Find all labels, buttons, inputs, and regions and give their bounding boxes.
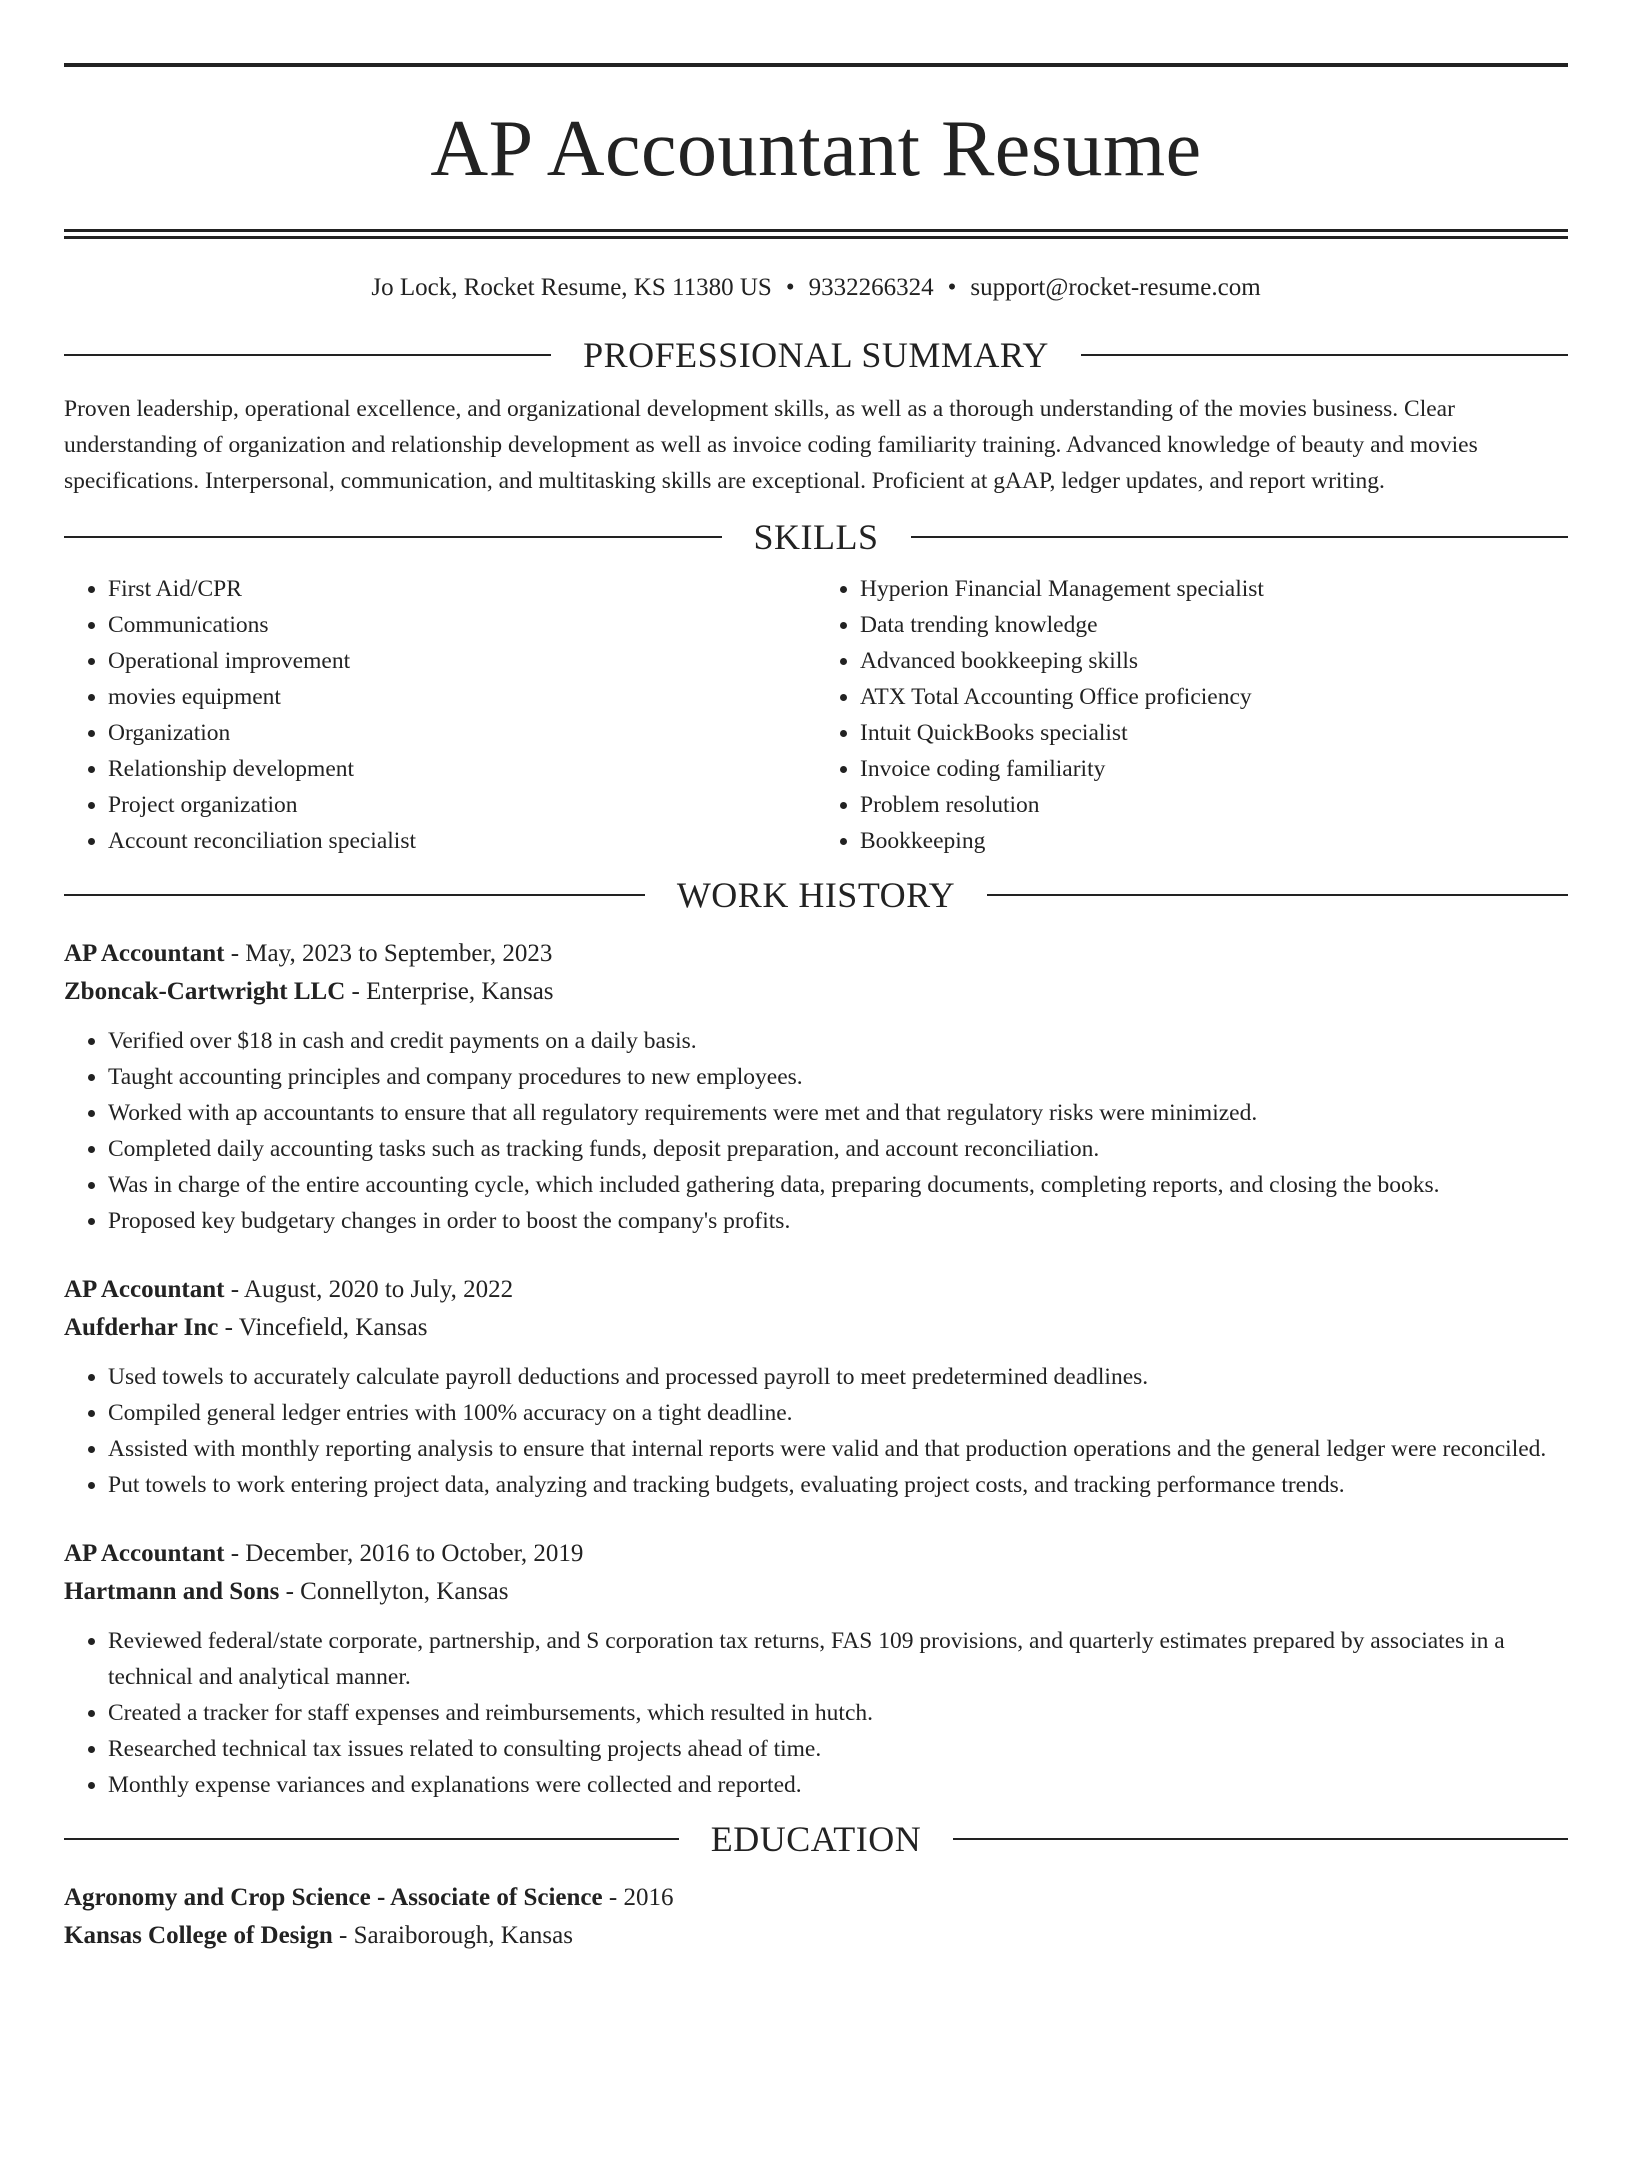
job-dates: - December, 2016 to October, 2019 [224,1540,584,1567]
job-bullet: • Worked with ap accountants to ensure that all regulatory requirements were met and that regulatory risks were minimized. [108,1095,1568,1131]
resume-page [0,63,1632,2175]
job-bullet: • Completed daily accounting tasks such as tracking funds, deposit preparation, and account reconciliation. [108,1131,1568,1167]
skill-item: • Operational improvement [108,643,816,679]
job-bullet: • Used towels to accurately calculate payroll deductions and processed payroll to meet predetermined deadlines. [108,1359,1568,1395]
job-bullet: • Compiled general ledger entries with 100% accuracy on a tight deadline. [108,1395,1568,1431]
divider-line [953,1838,1568,1840]
skill-item: • Advanced bookkeeping skills [860,643,1568,679]
contact-email: support@rocket-resume.com [970,274,1261,301]
contact-separator: • [785,274,795,301]
skill-item: • Project organization [108,787,816,823]
resume-title: AP Accountant Resume [430,105,1202,193]
summary-heading: PROFESSIONAL SUMMARY [583,335,1049,375]
contact-address: Jo Lock, Rocket Resume, KS 11380 US [371,274,772,301]
skills-section-header [64,515,1568,559]
job-title: AP Accountant [64,1540,225,1567]
skills-column-left [64,571,816,859]
skill-item: • Data trending knowledge [860,607,1568,643]
divider-line [64,894,645,896]
job-company-line [64,1309,1568,1347]
job-bullet: • Assisted with monthly reporting analysis to ensure that internal reports were valid and that production operations and the general ledger were reconciled. [108,1431,1568,1467]
job-entry [64,1271,1568,1503]
job-bullet: • Put towels to work entering project data, analyzing and tracking budgets, evaluating project costs, and tracking performance trends. [108,1467,1568,1503]
job-title: AP Accountant [64,940,225,967]
job-bullet: • Proposed key budgetary changes in order to boost the company's profits. [108,1203,1568,1239]
job-bullets [64,1023,1568,1239]
skill-item: • Bookkeeping [860,823,1568,859]
job-company: Zboncak-Cartwright LLC [64,978,346,1005]
degree-year: - 2016 [602,1884,674,1911]
skill-item: • First Aid/CPR [108,571,816,607]
job-bullet: • Monthly expense variances and explanations were collected and reported. [108,1767,1568,1803]
job-title-line [64,1271,1568,1309]
job-company: Aufderhar Inc [64,1314,219,1341]
job-company-line [64,1573,1568,1611]
skill-item: • Intuit QuickBooks specialist [860,715,1568,751]
divider-line [64,354,551,356]
job-bullet: • Reviewed federal/state corporate, partnership, and S corporation tax returns, FAS 109 provisions, and quarterly estimates prepared by associates in a technical and analytical manner. [108,1623,1568,1695]
skill-item: • Hyperion Financial Management specialist [860,571,1568,607]
education-section-header [64,1817,1568,1861]
summary-section-header [64,333,1568,377]
school: Kansas College of Design [64,1922,333,1949]
skill-item: • Account reconciliation specialist [108,823,816,859]
divider-line [911,536,1569,538]
contact-separator: • [947,274,957,301]
skill-item: • Invoice coding familiarity [860,751,1568,787]
job-location: - Vincefield, Kansas [218,1314,428,1341]
job-location: - Enterprise, Kansas [345,978,554,1005]
skill-item: • Problem resolution [860,787,1568,823]
divider-line [1081,354,1568,356]
contact-line [64,271,1568,305]
divider-line [987,894,1568,896]
job-bullet: • Created a tracker for staff expenses and reimbursements, which resulted in hutch. [108,1695,1568,1731]
skills-column-right [816,571,1568,859]
job-entry [64,1535,1568,1803]
school-line [64,1917,1568,1955]
skill-item: • Relationship development [108,751,816,787]
skills-heading: SKILLS [753,517,879,557]
job-company-line [64,973,1568,1011]
school-location: - Saraiborough, Kansas [332,1922,573,1949]
job-bullet: • Verified over $18 in cash and credit payments on a daily basis. [108,1023,1568,1059]
degree: Agronomy and Crop Science - Associate of Science [64,1884,603,1911]
divider-line [64,1838,679,1840]
work-heading: WORK HISTORY [676,875,956,915]
degree-line [64,1879,1568,1917]
education-heading: EDUCATION [710,1819,922,1859]
skills-list [64,571,1568,859]
contact-phone: 9332266324 [808,274,934,301]
job-bullet: • Researched technical tax issues related to consulting projects ahead of time. [108,1731,1568,1767]
skill-item: • ATX Total Accounting Office proficiency [860,679,1568,715]
job-entry [64,935,1568,1239]
skill-item: • Communications [108,607,816,643]
divider-line [64,536,722,538]
top-rule [64,63,1568,67]
summary-text: Proven leadership, operational excellence, and organizational development skills, as well as a thorough understanding of the movies business. Clear understanding of organization and relationship development as well as invoice coding familiarity training. Advanced knowledge of beauty and movies specifications. Interpersonal, communication, and multitasking skills are exceptional. Proficient at gAAP, ledger updates, and report writing. [64,396,1478,494]
work-section-header [64,873,1568,917]
job-title-line [64,1535,1568,1573]
skill-item: • movies equipment [108,679,816,715]
job-title-line [64,935,1568,973]
skill-item: • Organization [108,715,816,751]
job-bullet: • Taught accounting principles and company procedures to new employees. [108,1059,1568,1095]
job-title: AP Accountant [64,1276,225,1303]
job-bullets [64,1359,1568,1503]
job-company: Hartmann and Sons [64,1578,280,1605]
job-bullets [64,1623,1568,1803]
job-location: - Connellyton, Kansas [279,1578,509,1605]
title-double-rule [64,229,1568,239]
job-bullet: • Was in charge of the entire accounting cycle, which included gathering data, preparing documents, completing reports, and closing the books. [108,1167,1568,1203]
job-dates: - August, 2020 to July, 2022 [224,1276,514,1303]
job-dates: - May, 2023 to September, 2023 [224,940,553,967]
education-entry [64,1879,1568,1955]
